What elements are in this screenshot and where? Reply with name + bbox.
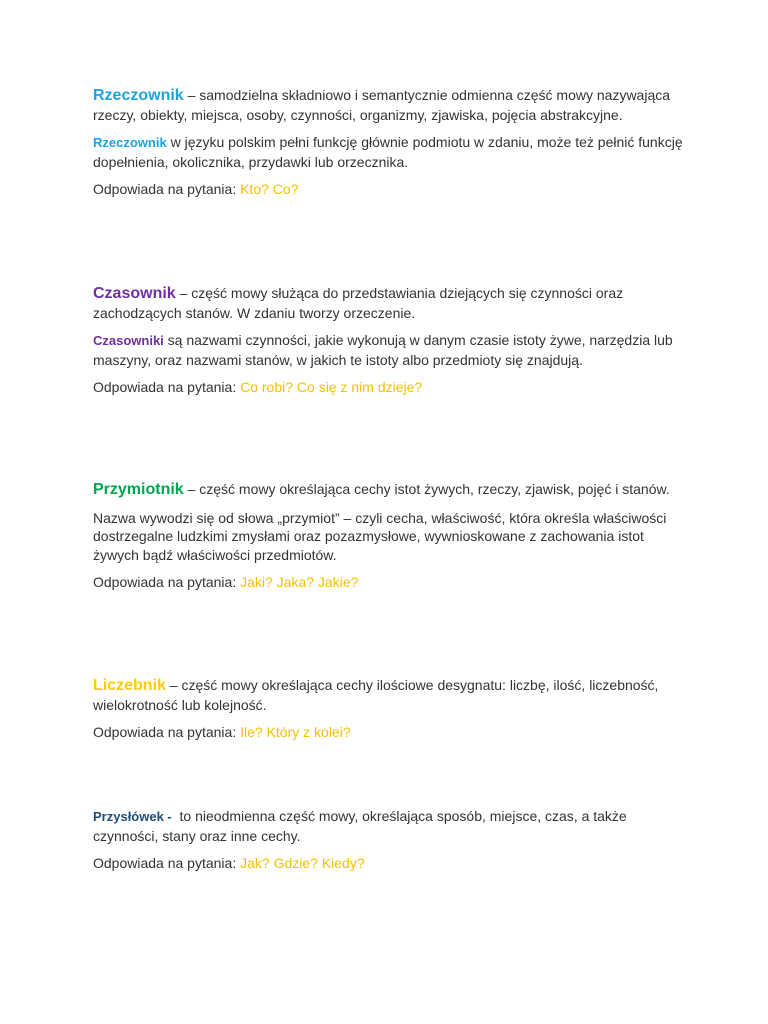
rzeczownik-definition — [93, 86, 683, 124]
rzeczownik-questions: Kto? Co? — [240, 181, 299, 197]
przyslowek-questions: Jak? Gdzie? Kiedy? — [240, 855, 365, 871]
liczebnik-term: Liczebnik — [93, 677, 166, 694]
czasownik-question-label: Odpowiada na pytania: — [93, 379, 241, 395]
przyslowek-definition — [93, 807, 683, 845]
section-przyslowek — [93, 807, 683, 873]
rzeczownik-extra-text: w języku polskim pełni funkcję głównie podmiotu w zdaniu, może też pełnić funkcję dopełnienia, okolicznika, przydawki lub orzecznika. — [93, 134, 683, 170]
przyslowek-questions-line — [93, 854, 683, 873]
przyslowek-term: Przysłówek - — [93, 809, 172, 824]
section-liczebnik — [93, 676, 683, 742]
przymiotnik-questions: Jaki? Jaka? Jakie? — [240, 574, 359, 590]
rzeczownik-extra — [93, 133, 683, 171]
liczebnik-definition-text: – część mowy określająca cechy ilościowe desygnatu: liczbę, ilość, liczebność, wielokrotność lub kolejność. — [93, 677, 659, 713]
liczebnik-questions: Ile? Który z kolei? — [240, 724, 351, 740]
przymiotnik-questions-line — [93, 573, 683, 592]
rzeczownik-term: Rzeczownik — [93, 87, 184, 104]
czasownik-extra-text: są nazwami czynności, jakie wykonują w danym czasie istoty żywe, narzędzia lub maszyny, oraz nazwami stanów, w jakich te istoty albo przedmioty się znajdują. — [93, 332, 673, 368]
rzeczownik-definition-text: – samodzielna składniowo i semantycznie odmienna część mowy nazywająca rzeczy, obiekty, miejsca, osoby, czynności, organizmy, zjawiska, pojęcia abstrakcyjne. — [93, 87, 671, 123]
czasownik-term: Czasownik — [93, 285, 176, 302]
przymiotnik-definition — [93, 480, 683, 500]
czasownik-questions-line — [93, 378, 683, 397]
czasownik-questions: Co robi? Co się z nim dzieje? — [240, 379, 423, 395]
rzeczownik-questions-line — [93, 180, 683, 199]
przymiotnik-definition-text: – część mowy określająca cechy istot żywych, rzeczy, zjawisk, pojęć i stanów. — [183, 481, 670, 497]
section-przymiotnik — [93, 480, 683, 592]
rzeczownik-question-label: Odpowiada na pytania: — [93, 181, 241, 197]
przymiotnik-question-label: Odpowiada na pytania: — [93, 574, 241, 590]
liczebnik-questions-line — [93, 723, 683, 742]
rzeczownik-term-2: Rzeczownik — [93, 135, 167, 150]
section-rzeczownik — [93, 86, 683, 199]
czasownik-extra — [93, 331, 683, 369]
czasownik-definition — [93, 284, 683, 322]
przyslowek-question-label: Odpowiada na pytania: — [93, 855, 241, 871]
section-czasownik — [93, 284, 683, 397]
liczebnik-definition — [93, 676, 683, 714]
liczebnik-question-label: Odpowiada na pytania: — [93, 724, 241, 740]
przyslowek-definition-text: to nieodmienna część mowy, określająca sposób, miejsce, czas, a także czynności, stany oraz inne cechy. — [93, 808, 631, 844]
przymiotnik-extra: Nazwa wywodzi się od słowa „przymiot” – czyli cecha, właściwość, która określa właściwości dostrzegalne ludzkimi zmysłami oraz pozazmysłowe, wywnioskowane z zachowania istot żywych bądź właściwości przedmiotów. — [93, 509, 667, 563]
przymiotnik-term: Przymiotnik — [93, 481, 184, 498]
czasownik-term-2: Czasowniki — [93, 333, 164, 348]
czasownik-definition-text: – część mowy służąca do przedstawiania dziejących się czynności oraz zachodzących stanów. W zdaniu tworzy orzeczenie. — [93, 285, 624, 321]
